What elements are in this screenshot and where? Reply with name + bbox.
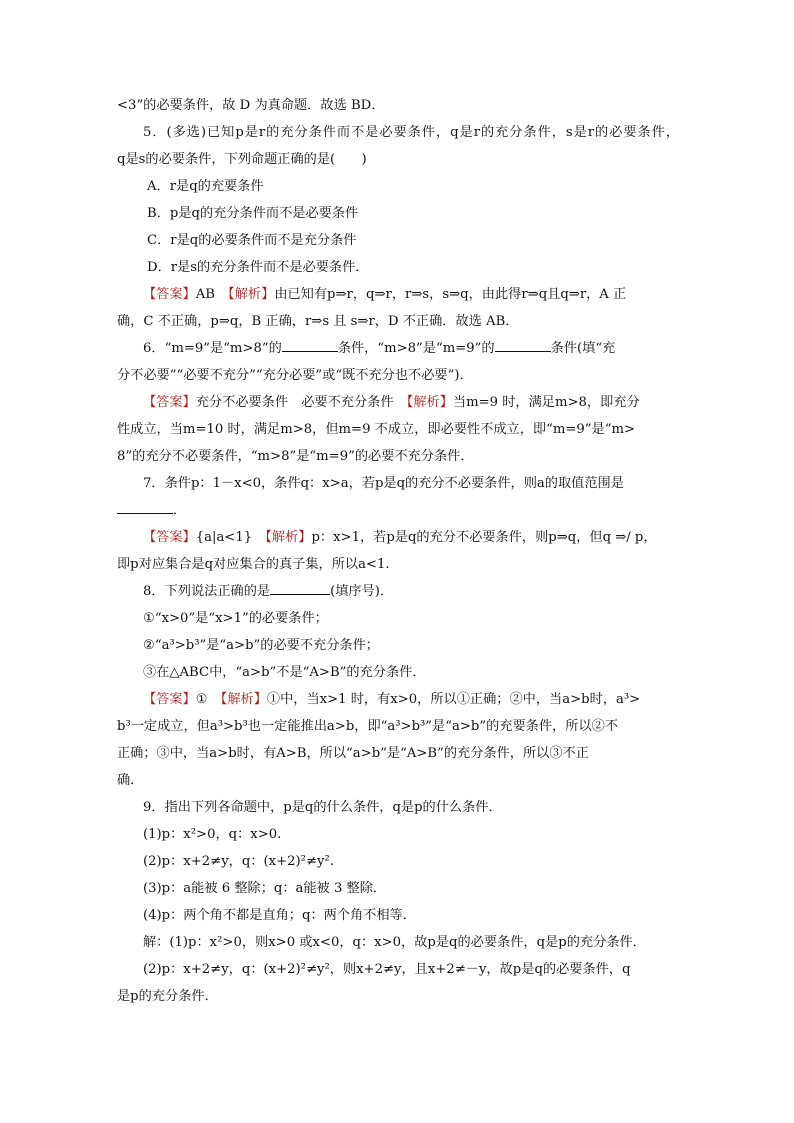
sub-question-4: (4)p：两个角不都是直角；q：两个角不相等． xyxy=(143,908,416,923)
text-line: <3”的必要条件，故 D 为真命题．故选 BD． xyxy=(117,98,385,113)
sub-question-1: (1)p：x²>0，q：x>0. xyxy=(143,827,282,842)
document-page xyxy=(117,92,679,1010)
answer-text: ① xyxy=(195,692,221,707)
q8-text-b: (填序号)． xyxy=(330,584,394,599)
text-line: 8”的充分不必要条件，“m>8”是“m=9”的必要不充分条件． xyxy=(117,449,474,464)
solution-line: (2)p：x+2≠y，q：(x+2)²≠y²，则x+2≠y，且x+2≠－y，故p是q的必要条件，q xyxy=(143,962,631,977)
option-c: C．r是q的必要条件而不是充分条件 xyxy=(147,233,357,248)
q6-text-a: 6．“m=9”是“m>8”的 xyxy=(143,341,282,356)
question-8-stem xyxy=(117,578,679,605)
fill-blank xyxy=(270,580,330,595)
question-7-stem: 7．条件p：1－x<0，条件q：x>a，若p是q的充分不必要条件，则a的取值范围是 xyxy=(143,476,624,491)
question-5-stem: 5．(多选)已知p是r的充分条件而不是必要条件，q是r的充分条件，s是r的必要条件， xyxy=(143,125,679,140)
option-a: A．r是q的充要条件 xyxy=(147,179,264,194)
question-9-stem: 9．指出下列各命题中，p是q的什么条件，q是p的什么条件． xyxy=(143,800,502,815)
analysis-text: ①中，当x>1 时，有x>0，所以①正确；②中，当a>b时，a³> xyxy=(266,692,641,707)
q6-text-b: 条件，“m>8”是“m=9”的 xyxy=(337,341,495,356)
answer-tag: 【答案】 xyxy=(143,395,196,410)
q8-text-a: 8．下列说法正确的是 xyxy=(143,584,271,599)
sub-question-3: (3)p：a能被 6 整除；q：a能被 3 整除． xyxy=(143,881,387,896)
answer-tag: 【答案】 xyxy=(143,530,196,545)
statement-3: ③在△ABC中，“a>b”不是“A>B”的充分条件． xyxy=(143,665,426,680)
statement-2: ②“a³>b³”是“a>b”的必要不充分条件； xyxy=(143,638,379,653)
answer-tag: 【答案】 xyxy=(143,287,196,302)
answer-line xyxy=(117,281,679,308)
answer-text: AB xyxy=(195,287,229,302)
fill-blank xyxy=(117,499,173,514)
q6-text-c: 条件(填“充 xyxy=(550,341,616,356)
text-line: 性成立，当m=10 时，满足m>8，但m=9 不成立，即必要性不成立，即“m=9”是“m> xyxy=(117,422,636,437)
text-line: 正确；③中，当a>b时，有A>B，所以“a>b”是“A>B”的充分条件，所以③不正 xyxy=(117,746,589,761)
analysis-tag: 【解析】 xyxy=(406,395,453,410)
analysis-text: 当m=9 时，满足m>8，即充分 xyxy=(452,395,640,410)
analysis-tag: 【解析】 xyxy=(265,530,312,545)
option-d: D．r是s的充分条件而不是必要条件． xyxy=(147,260,369,275)
text-line: 是p的充分条件． xyxy=(117,989,218,1004)
text-line: 即p对应集合是q对应集合的真子集，所以a<1. xyxy=(117,557,390,572)
analysis-tag: 【解析】 xyxy=(228,287,275,302)
text-line: q是s的必要条件，下列命题正确的是( ) xyxy=(117,152,367,167)
solution-line: 解：(1)p：x²>0，则x>0 或x<0，q：x>0，故p是q的必要条件，q是p的充分条件． xyxy=(143,935,646,950)
fill-blank xyxy=(495,337,551,352)
answer-text: 充分不必要条件 必要不充分条件 xyxy=(195,395,407,410)
sub-question-2: (2)p：x+2≠y，q：(x+2)²≠y². xyxy=(143,854,334,869)
text-line: 确． xyxy=(117,773,144,788)
text-line: 分不必要”“必要不充分”“充分必要”或“既不充分也不必要”)． xyxy=(117,368,473,383)
text-line: 确，C 不正确，p⇒q，B 正确，r⇒s 且 s⇒r，D 不正确．故选 AB． xyxy=(117,314,519,329)
question-6-stem xyxy=(117,335,679,362)
analysis-text: 由已知有p⇒r，q⇒r，r⇒s，s⇒q，由此得r⇒q且q⇒r，A 正 xyxy=(274,287,627,302)
option-b: B．p是q的充分条件而不是必要条件 xyxy=(147,206,359,221)
answer-text: {a|a<1} xyxy=(195,530,266,545)
analysis-text: p：x>1，若p是q的充分不必要条件，则p⇒q，但q ⇒/ p， xyxy=(311,530,657,545)
answer-line xyxy=(117,524,679,551)
text-line: b³一定成立，但a³>b³也一定能推出a>b，即“a³>b³”是“a>b”的充要条件，所以②不 xyxy=(117,719,618,734)
analysis-tag: 【解析】 xyxy=(220,692,267,707)
answer-line xyxy=(117,686,679,713)
answer-line xyxy=(117,389,679,416)
statement-1: ①“x>0”是“x>1”的必要条件； xyxy=(143,611,328,626)
period: ． xyxy=(173,503,187,518)
fill-blank xyxy=(282,337,338,352)
answer-tag: 【答案】 xyxy=(143,692,196,707)
text-line xyxy=(117,497,679,524)
